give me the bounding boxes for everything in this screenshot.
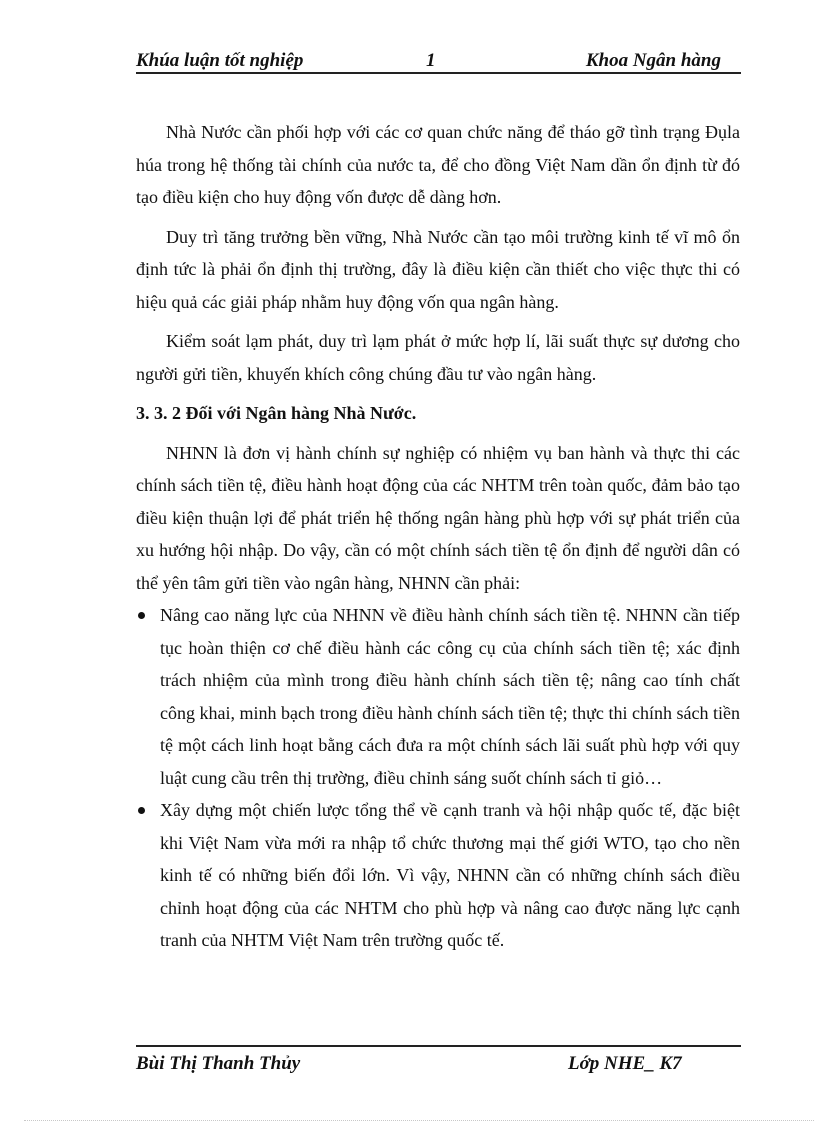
paragraph-inflation-control: Kiểm soát lạm phát, duy trì lạm phát ở mức hợp lí, lãi suất thực sự dương cho người gửi tiền, khuyến khích công chúng đầu tư vào ngân hàng. — [136, 331, 740, 384]
paragraph-sbv-role: NHNN là đơn vị hành chính sự nghiệp có nhiệm vụ ban hành và thực thi các chính sách tiền tệ, điều hành hoạt động của các NHTM trên toàn quốc, đảm bảo tạo điều kiện thuận lợi để phát triển hệ thống ngân hàng phù hợp với sự phát triển của xu hướng hội nhập. Do vậy, cần có một chính sách tiền tệ ổn định để người dân có thể yên tâm gửi tiền vào ngân hàng, NHNN cần phải: — [136, 442, 740, 593]
page-body — [136, 116, 740, 957]
footer-class: Lớp NHE_ K7 — [568, 1053, 682, 1074]
list-item-text: Nâng cao năng lực của NHNN về điều hành chính sách tiền tệ. NHNN cần tiếp tục hoàn thiện cơ chế điều hành các công cụ của chính sách tiền tệ; xác định trách nhiệm của mình trong điều hành chính sách tiền tệ; nâng cao tính chất công khai, minh bạch trong điều hành chính sách tiền tệ; thực thi chính sách tiền tệ một cách linh hoạt bằng cách đưa ra một chính sách lãi suất phù hợp với quy luật cung cầu trên thị trường, điều chỉnh sáng suốt chính sách tỉ giỏ… — [160, 605, 740, 788]
header-faculty: Khoa Ngân hàng — [585, 50, 721, 71]
list-item — [136, 599, 740, 794]
footer-author: Bùi Thị Thanh Thủy — [136, 1053, 301, 1074]
bullet-list — [136, 599, 740, 957]
list-item — [136, 794, 740, 957]
header-page-number: 1 — [426, 50, 436, 71]
bullet-icon — [138, 807, 145, 814]
section-heading: 3. 3. 2 Đối với Ngân hàng Nhà Nước. — [136, 403, 417, 423]
list-item-text: Xây dựng một chiến lược tổng thể về cạnh tranh và hội nhập quốc tế, đặc biệt khi Việt Nam vừa mới ra nhập tổ chức thương mại thế giới WTO, tạo cho nền kinh tế có những biến đổi lớn. Vì vậy, NHNN cần có những chính sách điều chỉnh hoạt động của các NHTM cho phù hợp và nâng cao được năng lực cạnh tranh của NHTM Việt Nam trên trường quốc tế. — [160, 800, 740, 950]
header-thesis-title: Khúa luận tốt nghiệp — [136, 50, 304, 71]
paragraph-sustainable-growth: Duy trì tăng trưởng bền vững, Nhà Nước cần tạo môi trường kinh tế vĩ mô ổn định tức là phải ổn định thị trường, đây là điều kiện cần thiết cho việc thực thi có hiệu quả các giải pháp nhằm huy động vốn qua ngân hàng. — [136, 226, 740, 312]
page-header — [136, 46, 741, 74]
page-footer — [136, 1045, 741, 1077]
page-boundary-divider — [24, 1120, 814, 1121]
bullet-icon — [138, 612, 145, 619]
paragraph-dollarization: Nhà Nước cần phối hợp với các cơ quan chức năng để tháo gỡ tình trạng Đụla húa trong hệ thống tài chính của nước ta, để cho đồng Việt Nam dần ổn định từ đó tạo điều kiện cho huy động vốn được dễ dàng hơn. — [136, 122, 740, 207]
